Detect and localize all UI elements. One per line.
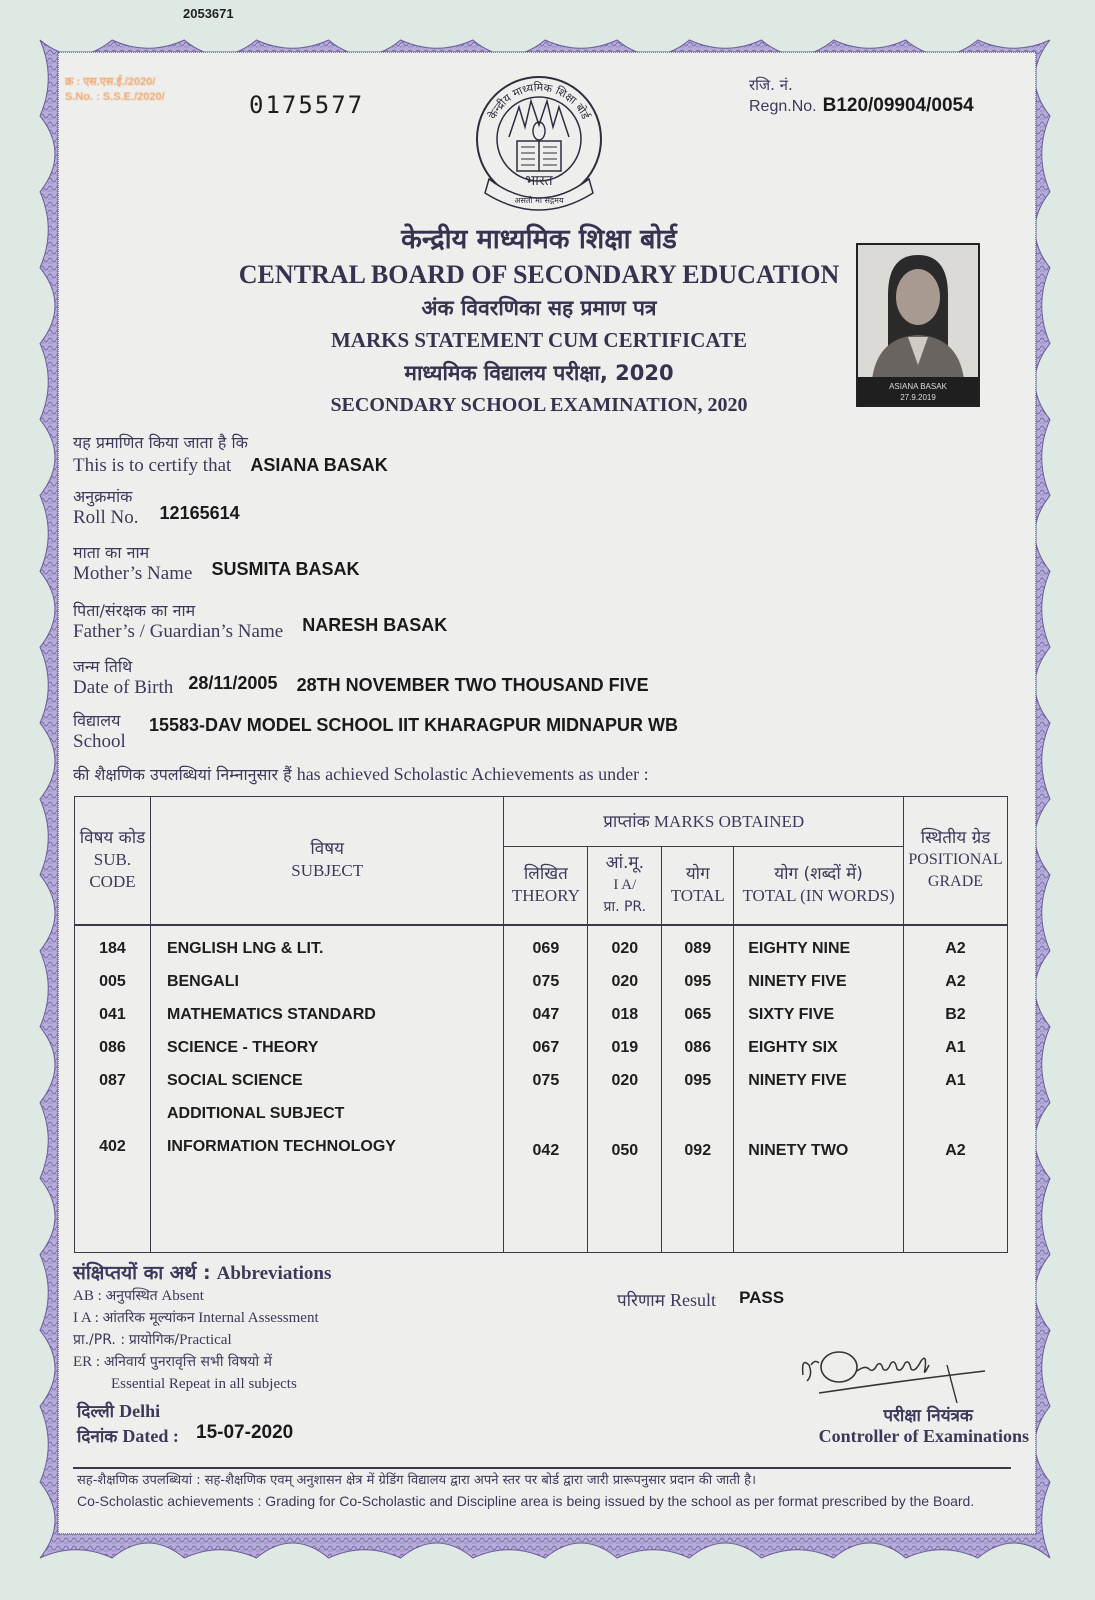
abbr-hindi: प्रायोगिक/ bbox=[128, 1332, 180, 1348]
father-row bbox=[73, 615, 448, 643]
footer-note bbox=[77, 1471, 974, 1511]
cell-total: 095 bbox=[684, 1071, 712, 1089]
cell-ia: 019 bbox=[611, 1038, 639, 1056]
abbr-hindi: आंतरिक मूल्यांकन bbox=[102, 1310, 195, 1326]
abbr-hindi: अनुपस्थित bbox=[105, 1288, 158, 1304]
footer-note-hindi: सह-शैक्षणिक उपलब्धियां : सह-शैक्षणिक एवम् अनुशासन क्षेत्र में ग्रेडिंग विद्यालय द्वारा अपने स्तर पर बोर्ड द्वारा जारी प्रारूपनुसार प्रदान की जाती है। bbox=[77, 1473, 757, 1488]
school-name: 15583-DAV MODEL SCHOOL IIT KHARAGPUR MIDNAPUR WB bbox=[149, 715, 679, 735]
dob-row bbox=[73, 673, 649, 699]
abbr-key: प्रा./PR. : bbox=[73, 1332, 126, 1348]
place-hindi: दिल्ली bbox=[77, 1402, 115, 1422]
signatory-title: Controller of Examinations bbox=[818, 1426, 1029, 1446]
emblem-motto: असतो मा सद्गमय bbox=[514, 196, 564, 205]
cell-words: NINETY FIVE bbox=[748, 1071, 847, 1089]
header-sub-code-hindi: विषय कोड bbox=[79, 828, 146, 849]
mother-row bbox=[73, 559, 360, 585]
roll-number: 12165614 bbox=[159, 503, 240, 523]
achievement-label: has achieved Scholastic Achievements as under : bbox=[296, 764, 649, 784]
result-label-hindi: परिणाम bbox=[617, 1291, 665, 1311]
cell-additional-grade: A2 bbox=[945, 1141, 966, 1159]
header-grade-english: POSITIONAL GRADE bbox=[908, 851, 1003, 891]
certificate-sheet bbox=[58, 52, 1036, 1534]
abbr-ia bbox=[73, 1307, 331, 1329]
abbreviations-section bbox=[73, 1259, 331, 1395]
cell-theory: 047 bbox=[532, 1005, 560, 1023]
father-label-hindi: पिता/संरक्षक का नाम bbox=[73, 601, 196, 620]
spacer bbox=[588, 1097, 661, 1130]
cell-code: 041 bbox=[99, 1005, 126, 1023]
abbreviations-title-english: Abbreviations bbox=[216, 1263, 332, 1284]
words-column bbox=[734, 925, 904, 1253]
abbr-pr bbox=[73, 1329, 331, 1351]
spacer bbox=[75, 1097, 150, 1130]
cell-theory: 067 bbox=[532, 1038, 560, 1056]
board-name-hindi: केन्द्रीय माध्यमिक शिक्षा बोर्ड bbox=[401, 224, 677, 255]
header-total-english: TOTAL bbox=[670, 886, 725, 906]
cell-total: 089 bbox=[684, 939, 712, 957]
achievement-label-hindi: की शैक्षणिक उपलब्धियां निम्नानुसार हैं bbox=[73, 765, 292, 784]
cell-subject: SCIENCE - THEORY bbox=[166, 1038, 319, 1056]
regn-label-hindi: रजि. नं. bbox=[749, 76, 793, 94]
cell-additional-words: NINETY TWO bbox=[748, 1141, 849, 1159]
spacer bbox=[504, 1097, 587, 1130]
header-marks-obtained bbox=[504, 797, 904, 847]
exam-name: SECONDARY SCHOOL EXAMINATION, 2020 bbox=[330, 394, 748, 416]
cell-words: EIGHTY NINE bbox=[748, 939, 851, 957]
emblem-center-text: भारत bbox=[525, 173, 553, 189]
abbr-ab bbox=[73, 1285, 331, 1307]
signatory-title-hindi: परीक्षा नियंत्रक bbox=[883, 1406, 973, 1426]
certify-label: This is to certify that bbox=[73, 455, 232, 476]
document-title: MARKS STATEMENT CUM CERTIFICATE bbox=[330, 328, 747, 352]
place-english: Delhi bbox=[119, 1401, 161, 1421]
header-ia-pr bbox=[588, 847, 662, 925]
header-ia-english: I A/ bbox=[613, 877, 637, 894]
cell-subject: SOCIAL SCIENCE bbox=[166, 1071, 303, 1089]
abbr-key: I A : bbox=[73, 1310, 99, 1326]
result-value: PASS bbox=[739, 1288, 785, 1307]
cell-code: 086 bbox=[99, 1038, 126, 1056]
abbr-key: AB : bbox=[73, 1288, 102, 1304]
roll-label: Roll No. bbox=[73, 507, 139, 528]
dob-label: Date of Birth bbox=[73, 677, 174, 698]
student-portrait-icon bbox=[858, 245, 978, 379]
grade-column bbox=[903, 925, 1007, 1253]
abbreviations-title bbox=[73, 1259, 331, 1285]
cell-grade: B2 bbox=[945, 1005, 966, 1023]
cell-grade: A1 bbox=[945, 1038, 966, 1056]
cell-subject: MATHEMATICS STANDARD bbox=[166, 1005, 376, 1023]
cell-code: 087 bbox=[99, 1071, 126, 1089]
mother-label-hindi: माता का नाम bbox=[73, 543, 150, 562]
svg-text:केन्द्रीय माध्यमिक शिक्षा बोर् bbox=[486, 81, 593, 122]
header-theory-english: THEORY bbox=[511, 886, 580, 906]
registration-number bbox=[749, 75, 974, 117]
cell-theory: 075 bbox=[532, 1071, 560, 1089]
cell-total: 065 bbox=[684, 1005, 712, 1023]
header-sub-code-english: SUB. CODE bbox=[89, 850, 136, 892]
father-name: NARESH BASAK bbox=[302, 615, 448, 635]
mother-name: SUSMITA BASAK bbox=[211, 559, 360, 579]
abbr-er bbox=[73, 1351, 331, 1373]
total-column bbox=[662, 925, 734, 1253]
document-title-hindi: अंक विवरणिका सह प्रमाण पत्र bbox=[421, 296, 657, 320]
header-grade-hindi: स्थितीय ग्रेड bbox=[920, 828, 991, 849]
header-marks-english: MARKS OBTAINED bbox=[653, 811, 805, 831]
roll-row bbox=[73, 503, 240, 529]
exam-name-hindi: माध्यमिक विद्यालय परीक्षा, 2020 bbox=[404, 361, 674, 385]
cell-theory: 069 bbox=[532, 939, 560, 957]
cell-additional-theory: 042 bbox=[532, 1141, 560, 1159]
cell-total: 095 bbox=[684, 972, 712, 990]
theory-column bbox=[504, 925, 588, 1253]
result-row bbox=[617, 1288, 784, 1311]
cell-additional-ia: 050 bbox=[611, 1141, 639, 1159]
school-label-hindi: विद्यालय bbox=[73, 711, 121, 730]
roll-label-hindi: अनुक्रमांक bbox=[73, 487, 133, 506]
abbr-key: ER : bbox=[73, 1354, 101, 1370]
place-date-block bbox=[77, 1399, 293, 1448]
dated-label: Dated : bbox=[122, 1426, 179, 1446]
cell-subject: BENGALI bbox=[166, 972, 239, 990]
cell-code: 005 bbox=[99, 972, 126, 990]
top-serial-number: 2053671 bbox=[183, 6, 234, 21]
photo-caption bbox=[858, 377, 978, 405]
header-total-hindi: योग bbox=[685, 864, 710, 885]
abbr-hindi: अनिवार्य पुनरावृत्ति सभी विषयो में bbox=[103, 1354, 272, 1370]
cell-theory: 075 bbox=[532, 972, 560, 990]
cbse-emblem-icon bbox=[469, 67, 609, 217]
certify-label-hindi: यह प्रमाणित किया जाता है कि bbox=[73, 433, 248, 452]
board-name: CENTRAL BOARD OF SECONDARY EDUCATION bbox=[238, 260, 840, 289]
dob-label-hindi: जन्म तिथि bbox=[73, 657, 133, 676]
dob-words: 28TH NOVEMBER TWO THOUSAND FIVE bbox=[296, 675, 649, 695]
additional-subject-label: ADDITIONAL SUBJECT bbox=[166, 1104, 345, 1122]
header-theory bbox=[504, 847, 588, 925]
abbr-english: Internal Assessment bbox=[198, 1310, 319, 1326]
student-name: ASIANA BASAK bbox=[250, 455, 388, 475]
signatory-block bbox=[759, 1403, 1029, 1447]
serial-stamp-english: S.No. : S.S.E./2020/ bbox=[65, 91, 165, 103]
header-ia-hindi: आं.मू. bbox=[605, 853, 644, 874]
father-label: Father’s / Guardian’s Name bbox=[73, 621, 284, 642]
header-subject-hindi: विषय bbox=[310, 839, 344, 860]
cell-subject: ENGLISH LNG & LIT. bbox=[166, 939, 324, 957]
header-sub-code bbox=[75, 797, 151, 925]
cell-additional-total: 092 bbox=[684, 1141, 712, 1159]
header-subject bbox=[150, 797, 503, 925]
cell-ia: 020 bbox=[611, 1071, 639, 1089]
cell-total: 086 bbox=[684, 1038, 712, 1056]
cell-additional-subject: INFORMATION TECHNOLOGY bbox=[166, 1137, 396, 1155]
abbr-er-english: Essential Repeat in all subjects bbox=[111, 1376, 297, 1392]
footer-note-english: Co-Scholastic achievements : Grading for Co-Scholastic and Discipline area is being issued by the school as per format prescribed by the Board. bbox=[77, 1493, 975, 1509]
school-label: School bbox=[73, 731, 126, 752]
abbreviations-title-hindi: संक्षिप्तयों का अर्थ : bbox=[73, 1262, 211, 1284]
cell-words: SIXTY FIVE bbox=[748, 1005, 835, 1023]
emblem-ring-text: केन्द्रीय माध्यमिक शिक्षा बोर्ड bbox=[485, 80, 593, 122]
mother-label: Mother’s Name bbox=[73, 563, 193, 584]
cell-grade: A2 bbox=[945, 939, 966, 957]
dated-label-hindi: दिनांक bbox=[77, 1427, 118, 1447]
photo-caption-date: 27.9.2019 bbox=[900, 393, 936, 402]
dob-value: 28/11/2005 bbox=[188, 673, 278, 693]
spacer bbox=[748, 1097, 903, 1130]
cell-ia: 020 bbox=[611, 972, 639, 990]
footer-divider bbox=[73, 1467, 1011, 1469]
header-total bbox=[662, 847, 734, 925]
subject-column bbox=[150, 925, 503, 1253]
certificate-number: 0175577 bbox=[249, 91, 365, 119]
serial-stamp-hindi: क्र : एस.एस.ई./2020/ bbox=[65, 76, 156, 88]
header-subject-english: SUBJECT bbox=[291, 861, 364, 881]
header-total-words bbox=[734, 847, 904, 925]
regn-label: Regn.No. bbox=[749, 98, 817, 115]
student-name-row bbox=[73, 455, 388, 477]
header-words-hindi: योग (शब्दों में) bbox=[774, 864, 863, 885]
cell-ia: 018 bbox=[611, 1005, 639, 1023]
result-label: Result bbox=[669, 1290, 716, 1310]
certificate-titles bbox=[199, 221, 879, 419]
cell-code: 184 bbox=[99, 939, 126, 957]
controller-signature-icon bbox=[799, 1335, 989, 1405]
header-positional-grade bbox=[903, 797, 1007, 925]
cell-grade: A1 bbox=[945, 1071, 966, 1089]
header-theory-hindi: लिखित bbox=[523, 864, 568, 885]
header-words-english: TOTAL (IN WORDS) bbox=[742, 886, 895, 906]
cell-additional-code: 402 bbox=[99, 1137, 126, 1155]
achievement-line bbox=[73, 763, 649, 785]
header-marks-hindi: प्राप्तांक bbox=[603, 811, 650, 832]
abbr-english: Practical bbox=[179, 1332, 232, 1348]
regn-value: B120/09904/0054 bbox=[822, 95, 974, 116]
cell-words: NINETY FIVE bbox=[748, 972, 847, 990]
cell-words: EIGHTY SIX bbox=[748, 1038, 838, 1056]
marks-table bbox=[74, 796, 1008, 1253]
cell-ia: 020 bbox=[611, 939, 639, 957]
spacer bbox=[904, 1097, 1007, 1130]
code-column bbox=[75, 925, 151, 1253]
spacer bbox=[662, 1097, 733, 1130]
header-pr: प्रा. PR. bbox=[603, 899, 647, 916]
photo-caption-name: ASIANA BASAK bbox=[889, 382, 947, 391]
ia-column bbox=[588, 925, 662, 1253]
serial-stamp bbox=[65, 75, 205, 115]
abbr-english: Absent bbox=[161, 1288, 204, 1304]
cell-grade: A2 bbox=[945, 972, 966, 990]
issue-date: 15-07-2020 bbox=[196, 1422, 294, 1443]
student-photo bbox=[856, 243, 980, 407]
